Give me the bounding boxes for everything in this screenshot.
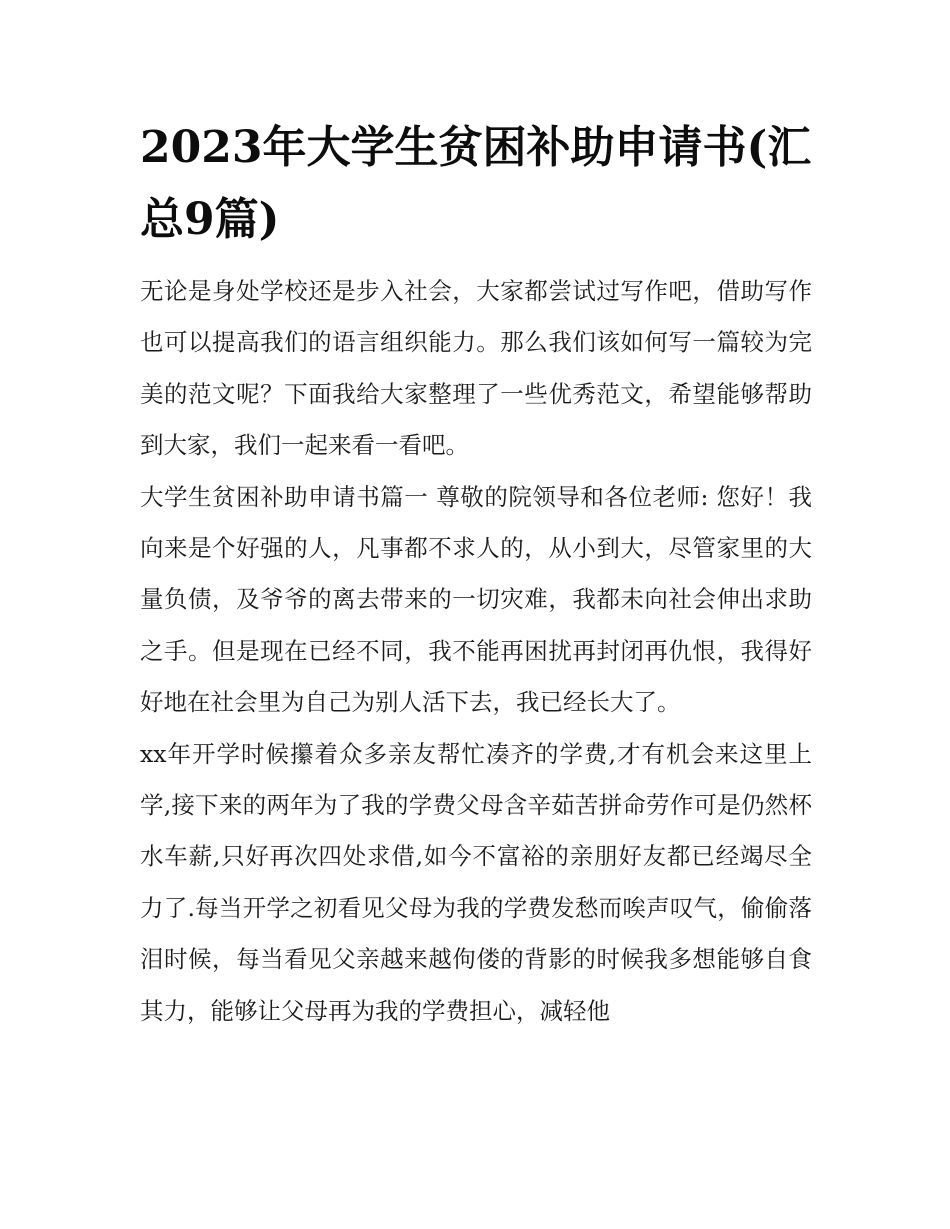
document-page [140, 112, 812, 1037]
paragraph-letter-opening: 大学生贫困补助申请书篇一 尊敬的院领导和各位老师: 您好！我向来是个好强的人，凡事都不求人的，从小到大，尽管家里的大量负债，及爷爷的离去带来的一切灾难，我都未向社会伸出求助之手。但是现在已经不同，我不能再困扰再封闭再仇恨，我得好好地在社会里为自己为别人活下去，我已经长大了。 [140, 482, 812, 717]
paragraph-tuition: xx年开学时候攥着众多亲友帮忙凑齐的学费,才有机会来这里上学,接下来的两年为了我的学费父母含辛茹苦拼命劳作可是仍然杯水车薪,只好再次四处求借,如今不富裕的亲朋好友都已经竭尽全力了.每当开学之初看见父母为我的学费发愁而唉声叹气，偷偷落泪时候，每当看见父亲越来越佝偻的背影的时候我多想能够自食其力，能够让父母再为我的学费担心，减轻他 [140, 739, 812, 1025]
document-body [140, 266, 812, 1037]
paragraph-intro: 无论是身处学校还是步入社会，大家都尝试过写作吧，借助写作也可以提高我们的语言组织能力。那么我们该如何写一篇较为完美的范文呢？下面我给大家整理了一些优秀范文，希望能够帮助到大家，我们一起来看一看吧。 [140, 277, 812, 460]
document-title: 2023年大学生贫困补助申请书(汇总9篇) [140, 122, 812, 245]
